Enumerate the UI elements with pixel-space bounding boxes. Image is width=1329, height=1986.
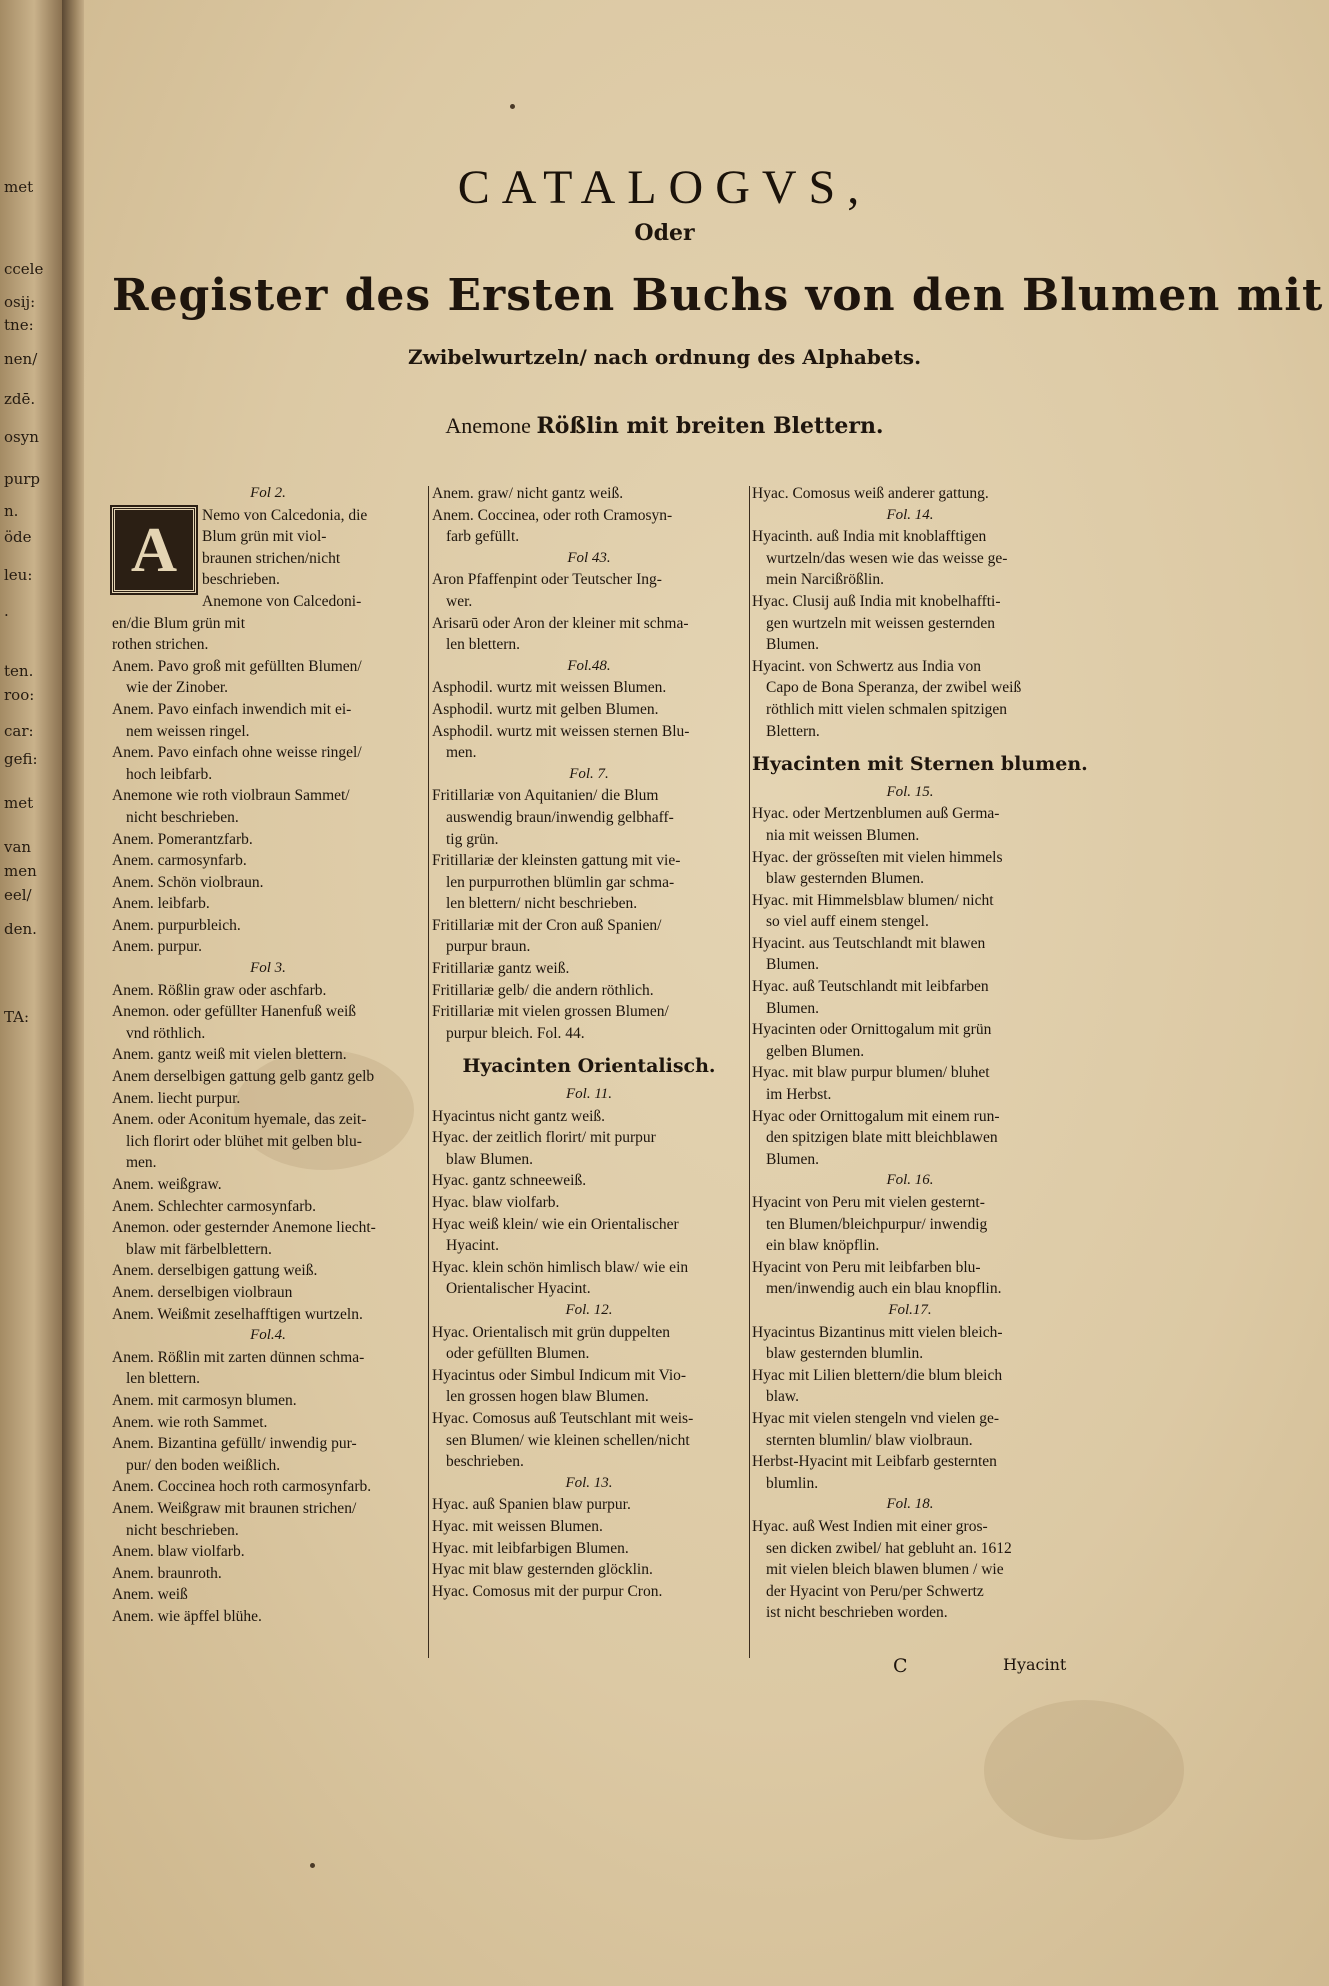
previous-page-fragment: nen/: [4, 350, 38, 368]
catalog-entry-line: Anem. derselbigen gattung weiß.: [112, 1262, 318, 1280]
catalog-entry-continuation: nicht beschrieben.: [126, 808, 239, 826]
catalog-entry-continuation: Blettern.: [766, 722, 820, 740]
catalog-entry-continuation: Orientalischer Hyacint.: [446, 1280, 591, 1298]
catalog-entry-continuation: mit vielen bleich blawen blumen / wie: [766, 1561, 1004, 1579]
catalog-entry-line: Hyac. blaw violfarb.: [432, 1194, 560, 1211]
catalog-entry-line: Hyacintus nicht gantz weiß.: [432, 1107, 606, 1125]
paper-stain: [984, 1700, 1184, 1840]
column-2: [432, 483, 746, 1602]
column-1: [112, 483, 424, 1627]
catalog-entry-line: Anem. wie äpffel blühe.: [112, 1607, 262, 1625]
previous-page-fragment: purp: [4, 470, 41, 488]
catalog-entry-line: Hyacinth. auß India mit knoblafftigen: [752, 528, 987, 546]
folio-reference: Fol. 15.: [886, 783, 934, 800]
catalog-entry-continuation: ten Blumen/bleichpurpur/ inwendig: [766, 1215, 988, 1233]
catalog-entry-continuation: blaw Blumen.: [446, 1150, 533, 1168]
column-3: [752, 483, 1088, 1624]
catalog-entry-continuation: blaw gesternden blumlin.: [766, 1345, 924, 1363]
catalog-entry-line: Anem derselbigen gattung gelb gantz gelb: [112, 1068, 375, 1086]
catalog-entry-continuation: len purpurrothen blümlin gar schma-: [446, 873, 675, 891]
catalog-entry-continuation: Blumen.: [766, 1150, 819, 1168]
catalog-entry-line: en/die Blum grün mit: [112, 614, 246, 632]
previous-page-fragment: den.: [4, 920, 37, 938]
catalog-entry-line: Anem. Rößlin graw oder aschfarb.: [112, 981, 327, 999]
catalog-entry-continuation: wer.: [446, 592, 473, 610]
catalog-entry-continuation: men.: [126, 1154, 157, 1172]
previous-page-fragment: van: [4, 838, 32, 856]
catalog-entry-line: Hyac. mit blaw purpur blumen/ bluhet: [752, 1064, 990, 1082]
subsection-heading: Hyacinten Orientalisch.: [462, 1055, 716, 1078]
catalog-entry-continuation: purpur braun.: [446, 938, 531, 956]
folio-reference: Fol.17.: [888, 1301, 932, 1318]
catalog-entry-line: Anemone von Calcedoni-: [202, 592, 362, 610]
catalog-entry-line: Asphodil. wurtz mit gelben Blumen.: [432, 700, 659, 718]
previous-page-fragment: eel/: [4, 886, 32, 904]
catalog-entry-continuation: purpur bleich. Fol. 44.: [446, 1024, 585, 1042]
catalog-entry-continuation: Hyacint.: [446, 1237, 499, 1255]
catalog-entry-line: Fritillariæ mit der Cron auß Spanien/: [432, 916, 662, 934]
catalog-entry-line: braunen strichen/nicht: [202, 549, 341, 567]
catalog-entry-continuation: beschrieben.: [446, 1453, 524, 1471]
catalog-entry-line: Asphodil. wurtz mit weissen Blumen.: [432, 679, 667, 697]
folio-reference: Fol 43.: [567, 549, 611, 566]
catalog-entry-continuation: gelben Blumen.: [766, 1042, 865, 1060]
previous-page-fragment: ten.: [4, 662, 34, 680]
catalog-entry-line: Arisarū oder Aron der kleiner mit schma-: [432, 614, 689, 632]
page-title: CATALOGVS,: [457, 161, 872, 214]
catalog-entry-continuation: im Herbst.: [766, 1086, 832, 1104]
catalog-entry-continuation: ist nicht beschrieben worden.: [766, 1604, 948, 1622]
catalog-entry-continuation: blaw gesternden Blumen.: [766, 870, 924, 888]
previous-page-fragment: n.: [4, 502, 19, 520]
catalog-entry-line: Hyacint. aus Teutschlandt mit blawen: [752, 934, 986, 952]
catalog-entry-line: Hyac. oder Mertzenblumen auß Germa-: [752, 805, 1000, 823]
subtitle-oder: Oder: [634, 220, 695, 246]
catalog-entry-continuation: so viel auff einem stengel.: [766, 913, 929, 931]
catalog-entry-continuation: nem weissen ringel.: [126, 722, 250, 740]
previous-page-fragment: zdē.: [4, 390, 36, 408]
folio-reference: Fol 3.: [250, 960, 286, 977]
catalog-entry-line: Anem. wie roth Sammet.: [112, 1413, 268, 1431]
previous-page-fragment: men: [4, 862, 37, 880]
column-rule: [749, 486, 750, 1658]
catalog-entry-line: Hyac mit vielen stengeln vnd vielen ge-: [752, 1409, 1000, 1427]
previous-page-fragment: osyn: [4, 428, 39, 446]
catalog-entry-continuation: sternten blumlin/ blaw violbraun.: [766, 1431, 973, 1449]
catalog-entry-line: Anem. gantz weiß mit vielen blettern.: [112, 1046, 347, 1064]
folio-reference: Fol. 7.: [569, 765, 609, 782]
catalog-entry-line: Anem. Schlechter carmosynfarb.: [112, 1197, 317, 1215]
catalog-entry-line: Hyacintus Bizantinus mitt vielen bleich-: [752, 1323, 1003, 1341]
signature-mark: C: [893, 1655, 908, 1677]
previous-page-fragment: tne:: [4, 316, 34, 334]
catalog-entry-line: Anem. leibfarb.: [112, 895, 210, 913]
catalog-entry-continuation: Blumen.: [766, 636, 819, 654]
catalog-entry-continuation: gen wurtzeln mit weissen gesternden: [766, 614, 995, 632]
catalog-entry-line: Hyac weiß klein/ wie ein Orientalischer: [432, 1215, 679, 1233]
folio-reference: Fol. 16.: [886, 1172, 934, 1189]
catalog-entry-line: Anem. oder Aconitum hyemale, das zeit-: [112, 1111, 367, 1129]
catalog-entry-line: Hyac mit Lilien blettern/die blum bleich: [752, 1366, 1003, 1384]
catalog-entry-line: Asphodil. wurtz mit weissen sternen Blu-: [432, 722, 690, 740]
section-german: Rößlin mit breiten Blettern.: [536, 413, 884, 439]
catalog-entry-continuation: lich florirt oder blühet mit gelben blu-: [126, 1132, 362, 1150]
catalog-entry-line: Hyac. Comosus auß Teutschlant mit weis-: [432, 1409, 694, 1427]
catalog-entry-line: Fritillariæ der kleinsten gattung mit vie-: [432, 852, 681, 870]
previous-page-fragment: .: [4, 602, 9, 620]
catalog-entry-line: Anem. Weißgraw mit braunen strichen/: [112, 1499, 357, 1517]
catalog-entry-line: Anem. braunroth.: [112, 1564, 222, 1582]
catalog-entry-continuation: oder gefüllten Blumen.: [446, 1345, 590, 1363]
catalog-entry-line: Herbst-Hyacint mit Leibfarb gesternten: [752, 1453, 997, 1471]
catalog-entry-line: Anem. Schön violbraun.: [112, 873, 264, 891]
catalog-entry-line: Anem. Bizantina gefüllt/ inwendig pur-: [112, 1435, 357, 1453]
catalog-entry-line: Anem. Pomerantzfarb.: [112, 830, 253, 848]
catalog-entry-line: Anem. Rößlin mit zarten dünnen schma-: [112, 1348, 365, 1366]
catalog-entry-continuation: men/inwendig auch ein blau knopflin.: [766, 1280, 1002, 1298]
previous-page-fragment: öde: [4, 528, 32, 546]
catalog-entry-line: Anemon. oder gefüllter Hanenfuß weiß: [112, 1003, 357, 1021]
catalog-entry-continuation: blaw.: [766, 1388, 799, 1406]
catalog-entry-continuation: Capo de Bona Speranza, der zwibel weiß: [766, 679, 1022, 697]
catalog-entry-line: Hyacint. von Schwertz aus India von: [752, 657, 981, 675]
catalog-entry-continuation: sen Blumen/ wie kleinen schellen/nicht: [446, 1431, 690, 1449]
catalog-entry-continuation: Blumen.: [766, 956, 819, 974]
catalog-entry-continuation: röthlich mitt vielen schmalen spitzigen: [766, 700, 1008, 718]
previous-page-fragment: ccele: [4, 260, 44, 278]
catalog-entry-line: Fritillariæ gelb/ die andern röthlich.: [432, 981, 654, 999]
folio-reference: Fol. 12.: [565, 1301, 613, 1318]
catalog-entry-continuation: hoch leibfarb.: [126, 765, 213, 783]
catalog-entry-continuation: farb gefüllt.: [446, 528, 520, 546]
catalog-entry-line: Anem. derselbigen violbraun: [112, 1283, 293, 1301]
catalog-entry-line: Anem. graw/ nicht gantz weiß.: [432, 485, 624, 502]
catalog-entry-line: Hyac. gantz schneeweiß.: [432, 1172, 587, 1190]
catalog-entry-line: Anem. Pavo einfach ohne weisse ringel/: [112, 744, 362, 762]
paper-speck: [310, 1863, 315, 1868]
catalog-entry-continuation: der Hyacint von Peru/per Schwertz: [766, 1582, 984, 1600]
previous-page-fragment: gefi:: [4, 750, 38, 768]
catalog-entry-line: beschrieben.: [202, 571, 280, 589]
paper-speck: [510, 104, 515, 109]
catalog-entry-line: Hyac. Orientalisch mit grün duppelten: [432, 1323, 671, 1341]
register-subheading: Zwibelwurtzeln/ nach ordnung des Alphabets.: [407, 345, 922, 369]
previous-page-fragment: met: [4, 178, 34, 196]
catalog-entry-line: Hyac. der grösseſten mit vielen himmels: [752, 848, 1003, 866]
subsection-heading: Hyacinten mit Sternen blumen.: [752, 753, 1088, 776]
catalog-entry-continuation: wie der Zinober.: [126, 679, 229, 697]
folio-reference: Fol 2.: [250, 485, 286, 501]
catalog-entry-line: Hyac. mit weissen Blumen.: [432, 1517, 603, 1535]
catalog-entry-line: Hyac oder Ornittogalum mit einem run-: [752, 1107, 1000, 1125]
catalog-entry-line: Hyac. mit leibfarbigen Blumen.: [432, 1539, 629, 1557]
catalog-entry-line: Hyac. auß Spanien blaw purpur.: [432, 1496, 631, 1514]
catalog-entry-continuation: blaw mit färbelblettern.: [126, 1240, 272, 1258]
catalog-entry-line: Hyac. auß West Indien mit einer gros-: [752, 1517, 988, 1535]
decorated-initial: A: [112, 507, 196, 593]
catalog-entry-continuation: len blettern.: [126, 1370, 201, 1388]
catalog-entry-continuation: wurtzeln/das wesen wie das weisse ge-: [766, 549, 1008, 567]
catalog-entry-line: Anem. Pavo einfach inwendich mit ei-: [112, 700, 352, 718]
catalog-entry-line: Anem. Pavo groß mit gefüllten Blumen/: [112, 657, 362, 675]
catalog-entry-line: Hyacint von Peru mit vielen gesternt-: [752, 1194, 985, 1211]
catalog-entry-line: Anem. Coccinea hoch roth carmosynfarb.: [112, 1478, 372, 1496]
previous-page-fragment: car:: [4, 722, 34, 740]
catalog-entry-line: Blum grün mit viol-: [202, 528, 327, 546]
catalog-entry-line: Hyacinten oder Ornittogalum mit grün: [752, 1021, 992, 1039]
catalog-entry-line: Anemon. oder gesternder Anemone liecht-: [112, 1219, 376, 1237]
catalog-entry-line: Anem. weiß: [112, 1586, 188, 1604]
catalog-entry-continuation: pur/ den boden weißlich.: [126, 1456, 281, 1474]
catalog-entry-line: Hyac. klein schön himlisch blaw/ wie ein: [432, 1258, 689, 1276]
folio-reference: Fol. 13.: [565, 1474, 613, 1491]
catalog-entry-line: Hyacintus oder Simbul Indicum mit Vio-: [432, 1366, 687, 1384]
catalog-entry-continuation: len grossen hogen blaw Blumen.: [446, 1388, 649, 1406]
catalog-entry-line: Hyac. der zeitlich florirt/ mit purpur: [432, 1129, 656, 1147]
catalog-entry-line: Aron Pfaffenpint oder Teutscher Ing-: [432, 571, 662, 589]
catalog-entry-continuation: nia mit weissen Blumen.: [766, 826, 920, 844]
folio-reference: Fol. 14.: [886, 506, 934, 523]
catchword: Hyacint: [1003, 1655, 1067, 1674]
book-gutter: [62, 0, 84, 1986]
catalog-entry-line: Anem. purpurbleich.: [112, 916, 241, 934]
catalog-entry-continuation: nicht beschrieben.: [126, 1521, 239, 1539]
catalog-entry-line: Hyac. auß Teutschlandt mit leibfarben: [752, 978, 989, 996]
catalog-entry-line: rothen strichen.: [112, 636, 209, 654]
catalog-entry-continuation: Blumen.: [766, 999, 819, 1017]
catalog-entry-continuation: len blettern/ nicht beschrieben.: [446, 895, 638, 913]
catalog-entry-line: Anem. blaw violfarb.: [112, 1543, 245, 1561]
catalog-entry-continuation: tig grün.: [446, 830, 499, 848]
catalog-entry-line: Hyac. Clusij auß India mit knobelhaffti-: [752, 592, 1001, 610]
catalog-entry-continuation: auswendig braun/inwendig gelbhaff-: [446, 808, 674, 826]
catalog-entry-line: Anem. liecht purpur.: [112, 1089, 241, 1107]
column-rule: [428, 486, 429, 1658]
catalog-entry-line: Nemo von Calcedonia, die: [202, 506, 368, 524]
folio-reference: Fol. 11.: [566, 1086, 612, 1103]
previous-page-text: [2, 0, 60, 1986]
catalog-entry-line: Anem. carmosynfarb.: [112, 852, 247, 870]
previous-page-fragment: met: [4, 794, 34, 812]
catalog-entry-line: Anem. Coccinea, oder roth Cramosyn-: [432, 506, 673, 524]
previous-page-fragment: leu:: [4, 566, 33, 584]
catalog-entry-line: Fritillariæ von Aquitanien/ die Blum: [432, 787, 659, 805]
catalog-entry-line: Fritillariæ mit vielen grossen Blumen/: [432, 1003, 669, 1021]
catalog-entry-line: Hyacint von Peru mit leibfarben blu-: [752, 1258, 981, 1276]
catalog-entry-continuation: den spitzigen blate mitt bleichblawen: [766, 1129, 998, 1147]
catalog-entry-continuation: len blettern.: [446, 636, 521, 654]
catalog-entry-line: Anem. purpur.: [112, 938, 202, 956]
catalog-entry-line: Hyac mit blaw gesternden glöcklin.: [432, 1561, 653, 1579]
catalog-entry-continuation: ein blaw knöpflin.: [766, 1237, 880, 1255]
previous-page-fragment: osij:: [4, 293, 36, 311]
folio-reference: Fol.4.: [250, 1327, 286, 1344]
catalog-entry-continuation: vnd röthlich.: [126, 1024, 206, 1042]
register-heading: Register des Ersten Buchs von den Blumen mit: [112, 270, 1324, 321]
catalog-entry-continuation: mein Narcißrößlin.: [766, 571, 884, 589]
catalog-entry-line: Anem. mit carmosyn blumen.: [112, 1391, 297, 1409]
catalog-entry-line: Fritillariæ gantz weiß.: [432, 960, 570, 978]
catalog-entry-continuation: sen dicken zwibel/ hat gebluht an. 1612: [766, 1539, 1012, 1557]
previous-page-fragment: roo:: [4, 686, 35, 704]
section-latin: Anemone: [445, 413, 531, 438]
folio-reference: Fol.48.: [567, 657, 611, 674]
catalog-entry-line: Anemone wie roth violbraun Sammet/: [112, 787, 350, 805]
catalog-entry-line: Hyac. Comosus mit der purpur Cron.: [432, 1582, 663, 1600]
catalog-entry-line: Hyac. mit Himmelsblaw blumen/ nicht: [752, 891, 994, 909]
catalog-entry-line: Anem. weißgraw.: [112, 1176, 222, 1193]
catalog-entry-line: Hyac. Comosus weiß anderer gattung.: [752, 485, 989, 502]
catalog-entry-continuation: men.: [446, 744, 477, 762]
folio-reference: Fol. 18.: [886, 1496, 934, 1513]
section-heading: [0, 413, 1329, 439]
catalog-entry-continuation: blumlin.: [766, 1474, 819, 1492]
catalog-entry-line: Anem. Weißmit zeselhafftigen wurtzeln.: [112, 1305, 363, 1323]
previous-page-fragment: TA:: [4, 1008, 30, 1026]
